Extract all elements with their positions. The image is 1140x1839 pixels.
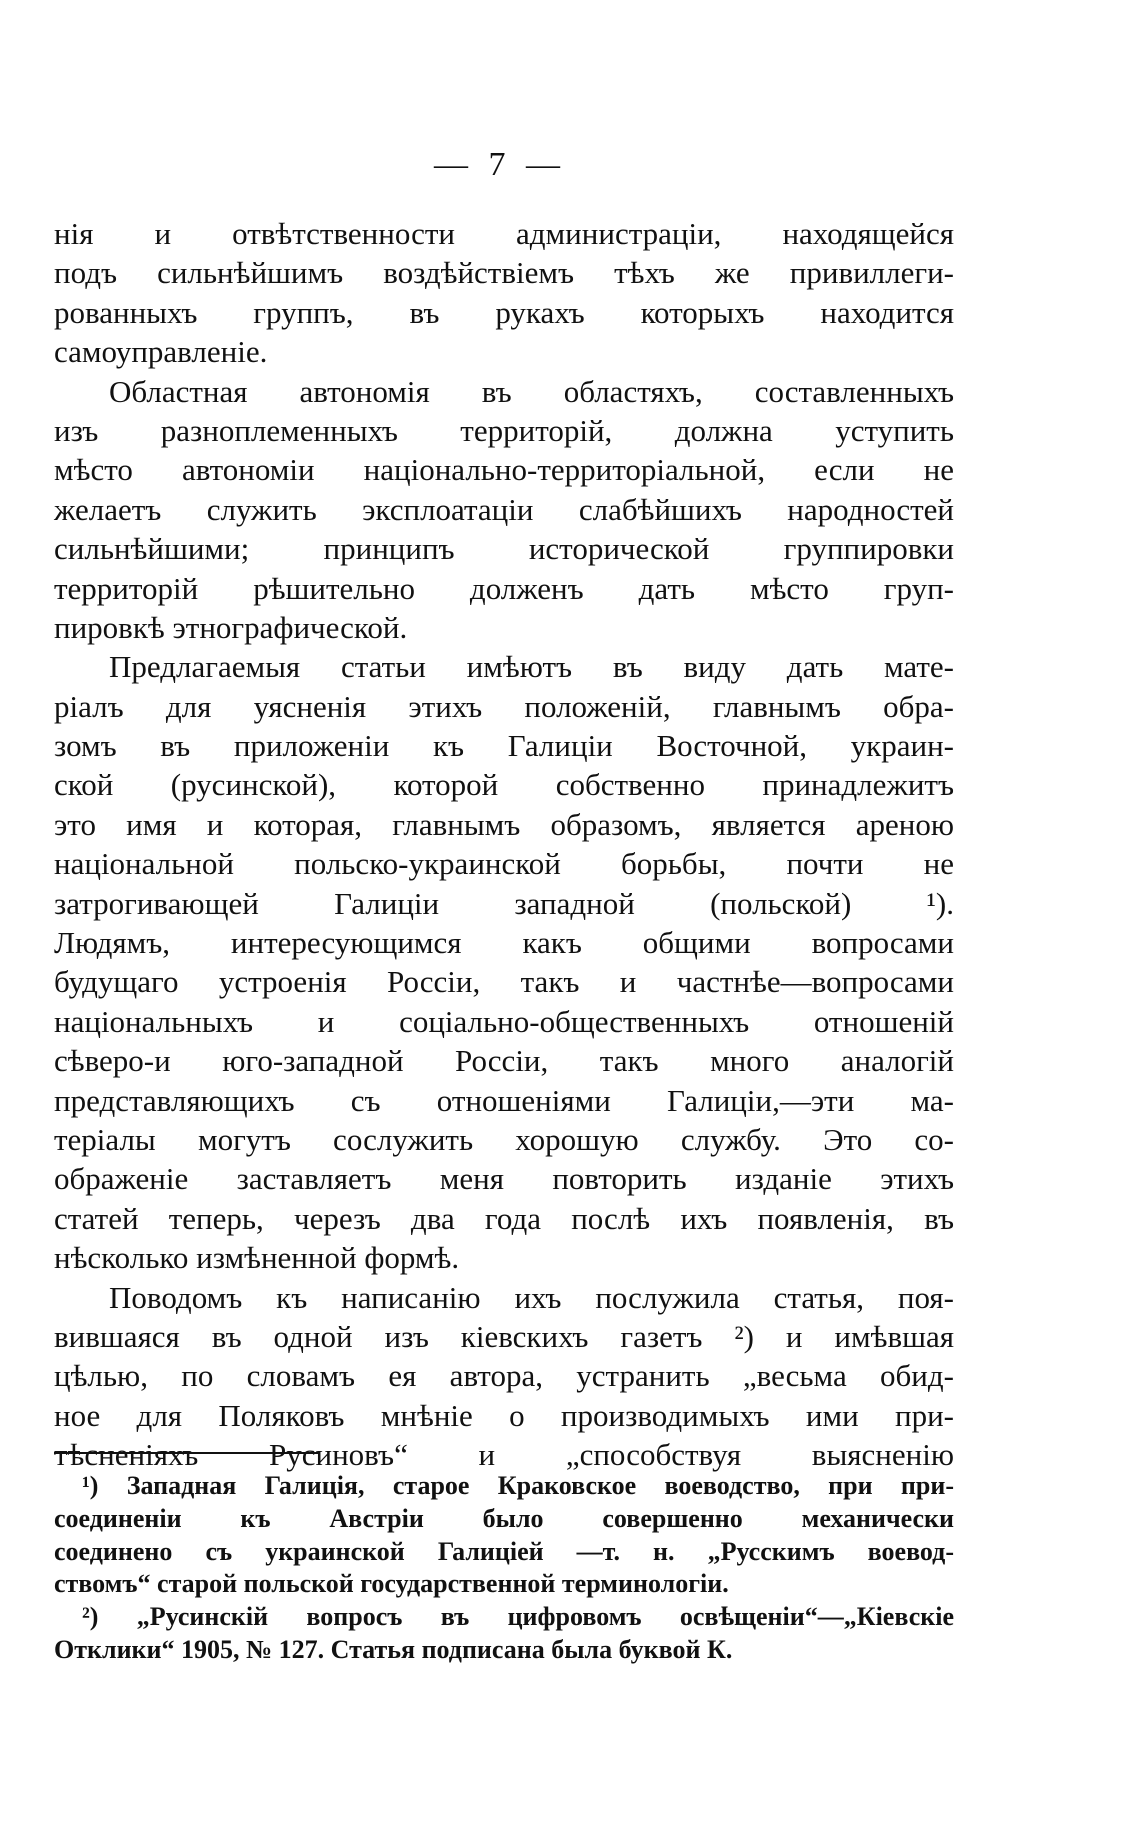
text-line: сильнѣйшими; принципъ исторической группировки — [54, 531, 954, 567]
text-line: ображеніе заставляетъ меня повторить изданіе этихъ — [54, 1161, 954, 1197]
text-line: нія и отвѣтственности администраціи, находящейся — [54, 216, 954, 251]
text-line: ное для Поляковъ мнѣніе о производимыхъ ими при- — [54, 1397, 954, 1433]
text-line: зомъ въ приложеніи къ Галиціи Восточной, украин- — [54, 728, 954, 764]
text-line: пировкѣ этнографической. — [54, 609, 408, 645]
text-line: рованныхъ группъ, въ рукахъ которыхъ находится — [54, 294, 954, 330]
text-line: національныхъ и соціально-общественныхъ отношеній — [54, 1003, 954, 1039]
footnote-line: соединеніи къ Австріи было совершенно механически — [54, 1503, 954, 1533]
text-line: Поводомъ къ написанію ихъ послужила статья, поя- — [109, 1279, 954, 1315]
page-number: — 7 — — [434, 146, 566, 183]
footnotes — [54, 1470, 954, 1667]
text-line: изъ разноплеменныхъ территорій, должна уступить — [54, 412, 954, 448]
text-line: вившаяся въ одной изъ кіевскихъ газетъ ²) и имѣвшая — [54, 1318, 954, 1354]
text-line: сѣверо-и юго-западной Россіи, такъ много аналогій — [54, 1043, 954, 1079]
footnote-line: соединено съ украинской Галиціей —т. н. „Русскимъ воевод- — [54, 1536, 954, 1566]
text-line: территорій рѣшительно долженъ дать мѣсто груп- — [54, 570, 954, 606]
text-line: статей теперь, черезъ два года послѣ ихъ появленія, въ — [54, 1200, 954, 1236]
text-line: цѣлью, по словамъ ея автора, устранить „весьма обид- — [54, 1358, 954, 1394]
text-line: ріалъ для уясненія этихъ положеній, главнымъ обра- — [54, 688, 954, 724]
body-text — [54, 214, 954, 1475]
text-line: Людямъ, интересующимся какъ общими вопросами — [54, 925, 954, 961]
text-line: подъ сильнѣйшимъ воздѣйствіемъ тѣхъ же привиллеги- — [54, 255, 954, 291]
text-line: Предлагаемыя статьи имѣютъ въ виду дать мате- — [109, 649, 954, 685]
text-line: теріалы могутъ сослужить хорошую службу. Это со- — [54, 1121, 954, 1157]
text-line: будущаго устроенія Россіи, такъ и частнѣе—вопросами — [54, 964, 954, 1000]
footnote-line: ¹) Западная Галиція, старое Краковское воеводство, при при- — [82, 1471, 954, 1500]
text-line: тѣсненіяхъ Русиновъ“ и „способствуя выясненію — [54, 1437, 954, 1473]
text-line: національной польско-украинской борьбы, почти не — [54, 846, 954, 882]
text-line: желаетъ служить эксплоатаціи слабѣйшихъ народностей — [54, 491, 954, 527]
text-line: самоуправленіе. — [54, 334, 268, 370]
text-line: Областная автономія въ областяхъ, составленныхъ — [109, 373, 954, 409]
footnote-line: ствомъ“ старой польской государственной терминологіи. — [54, 1569, 729, 1599]
footnote-line: ²) „Русинскій вопросъ въ цифровомъ освѣщеніи“—„Кіевскіе — [82, 1602, 954, 1632]
text-line: представляющихъ съ отношеніями Галиціи,—эти ма- — [54, 1082, 954, 1118]
footnote-line: Отклики“ 1905, № 127. Статья подписана была буквой К. — [54, 1634, 733, 1664]
text-line: нѣсколько измѣненной формѣ. — [54, 1240, 460, 1276]
text-line: ской (русинской), которой собственно принадлежитъ — [54, 767, 954, 803]
text-line: это имя и которая, главнымъ образомъ, является ареною — [54, 806, 954, 842]
text-line: затрогивающей Галиціи западной (польской) ¹). — [54, 885, 954, 921]
text-line: мѣсто автономіи національно-территоріальной, если не — [54, 452, 954, 488]
footnote-divider — [54, 1452, 319, 1454]
